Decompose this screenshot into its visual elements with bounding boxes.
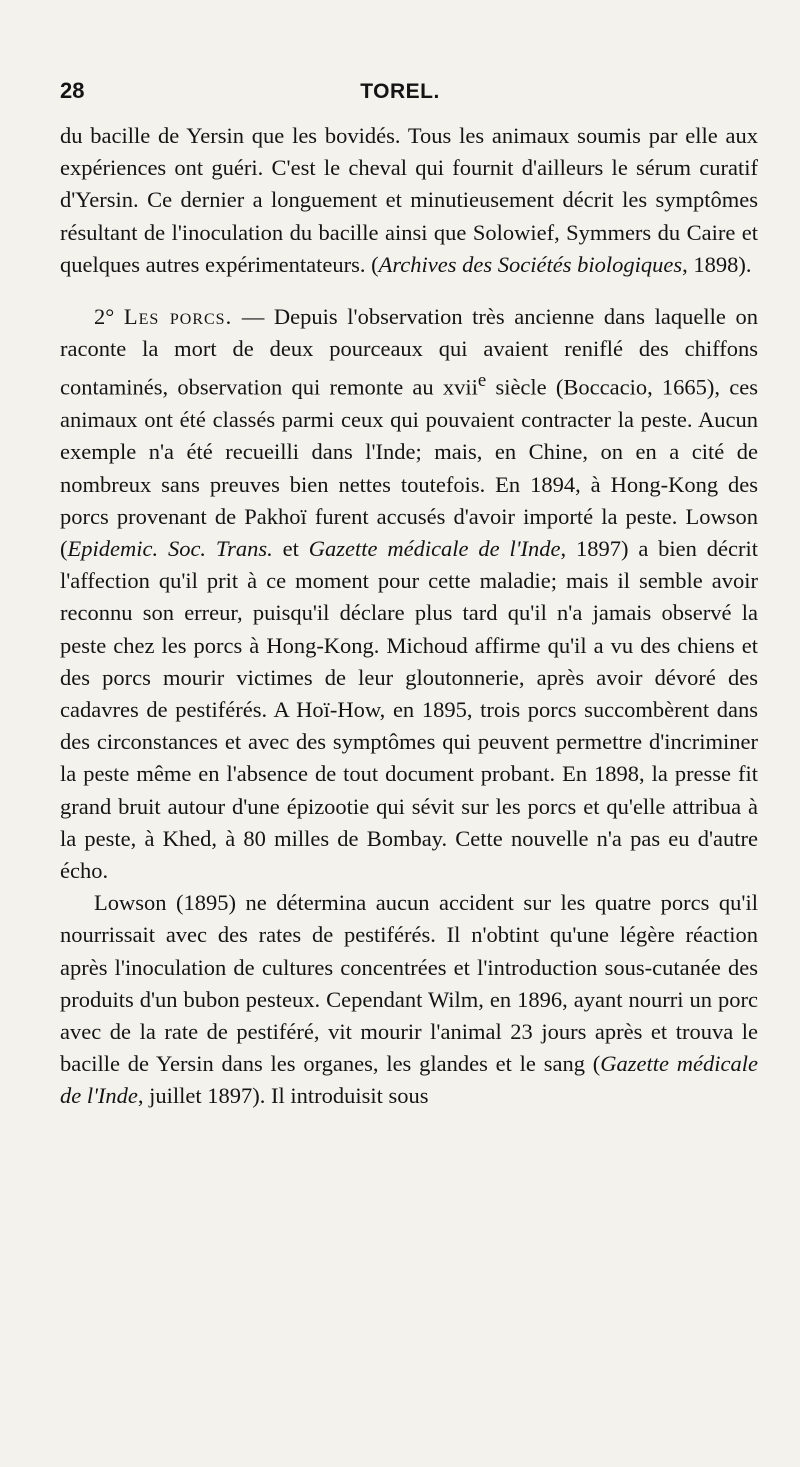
superscript: e bbox=[477, 370, 487, 392]
text-run: , juillet 1897). Il introduisit sous bbox=[137, 1083, 429, 1109]
page-number: 28 bbox=[60, 78, 85, 103]
italic-citation: Gazette médicale de l'Inde bbox=[60, 1051, 758, 1109]
paragraph-3 bbox=[60, 887, 758, 1112]
text-run: — Depuis l'observation très ancienne dans laquelle on raconte la mort de deux pourceaux qui avaient reniflé des chiffons contaminés, observation qui remonte au xvii bbox=[60, 304, 758, 400]
italic-citation: Epidemic. Soc. Trans. bbox=[67, 535, 273, 561]
text-run: , 1897) a bien décrit l'affection qu'il prit à ce moment pour cette maladie; mais il semble avoir reconnu son erreur, puisqu'il déclare plus tard qu'il n'a jamais observé la peste chez les porcs à Hong-Kong. Michoud affirme qu'il a vu des chiens et des porcs mourir victimes de leur gloutonnerie, après avoir dévoré des cadavres de pestiférés. A Hoï-How, en 1895, trois porcs succombèrent dans des circonstances et avec des symptômes qui peuvent permettre d'incriminer la peste même en l'absence de tout document probant. En 1898, la presse fit grand bruit autour d'une épizootie qui sévit sur les porcs et qu'elle attribua à la peste, à Khed, à 80 milles de Bombay. Cette nouvelle n'a pas eu d'autre écho. bbox=[60, 535, 758, 883]
text-run: siècle (Boccacio, 1665), ces animaux ont été classés parmi ceux qui pouvaient contracter la peste. Aucun exemple n'a été recueilli dans l'Inde; mais, en Chine, on en a cité de nombreux sans preuves bien nettes toutefois. En 1894, à Hong-Kong des porcs provenant de Pakhoï furent accusés d'avoir importé la peste. Lowson ( bbox=[60, 374, 758, 561]
italic-citation: Gazette médicale de l'Inde bbox=[308, 535, 561, 561]
text-run: Lowson (1895) ne détermina aucun accident sur les quatre porcs qu'il nourrissait avec des rates de pestiférés. Il n'obtint qu'une légère réaction après l'inoculation de cultures concentrées et l'introduction sous-cutanée des produits d'un bubon pesteux. Cependant Wilm, en 1896, ayant nourri un porc avec de la rate de pestiféré, vit mourir l'animal 23 jours après et trouva le bacille de Yersin dans les organes, les glandes et le sang ( bbox=[60, 890, 758, 1077]
page-header bbox=[60, 78, 758, 112]
italic-citation: Archives des Sociétés biologiques bbox=[378, 251, 683, 277]
body-text bbox=[60, 120, 758, 1113]
section-heading: Les porcs. bbox=[123, 304, 233, 330]
text-run: du bacille de Yersin que les bovidés. Tous les animaux soumis par elle aux expériences ont guéri. C'est le cheval qui fournit d'ailleurs le sérum curatif d'Yersin. Ce dernier a longuement et minutieusement décrit les symptômes résultant de l'inoculation du bacille ainsi que Solowief, Symmers du Caire et quelques autres expérimentateurs. ( bbox=[60, 123, 758, 277]
paragraph-2-section-porcs bbox=[60, 301, 758, 887]
text-run: , 1898). bbox=[682, 251, 752, 277]
text-run: et bbox=[272, 535, 309, 561]
text-run: 2° bbox=[94, 304, 124, 330]
running-head: TOREL. bbox=[360, 80, 440, 103]
paragraph-1 bbox=[60, 120, 758, 281]
